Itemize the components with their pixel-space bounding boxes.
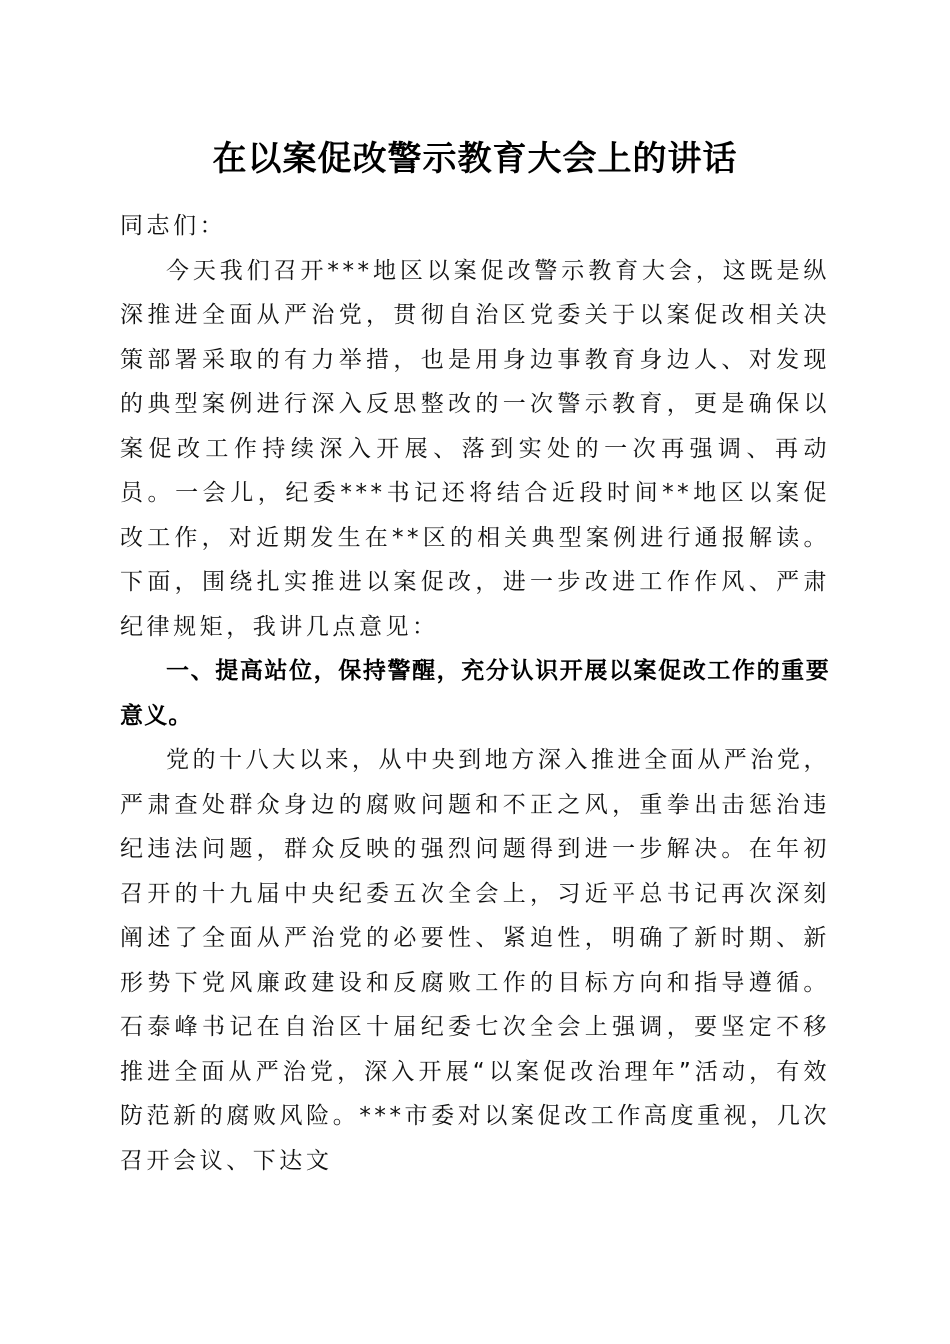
opening-paragraph: 今天我们召开***地区以案促改警示教育大会，这既是纵深推进全面从严治党，贯彻自治区党委关于以案促改相关决策部署采取的有力举措，也是用身边事教育身边人、对发现的典型案例进行深入反思整改的一次警示教育，更是确保以案促改工作持续深入开展、落到实处的一次再强调、再动员。一会儿，纪委***书记还将结合近段时间**地区以案促改工作，对近期发生在**区的相关典型案例进行通报解读。下面，围绕扎实推进以案促改，进一步改进工作作风、严肃纪律规矩，我讲几点意见： <box>120 257 830 640</box>
document-title: 在以案促改警示教育大会上的讲话 <box>212 139 738 179</box>
salutation: 同志们： <box>120 213 227 239</box>
section-paragraph: 党的十八大以来，从中央到地方深入推进全面从严治党，严肃查处群众身边的腐败问题和不正之风，重拳出击惩治违纪违法问题，群众反映的强烈问题得到进一步解决。在年初召开的十九届中央纪委五次全会上，习近平总书记再次深刻阐述了全面从严治党的必要性、紧迫性，明确了新时期、新形势下党风廉政建设和反腐败工作的目标方向和指导遵循。石泰峰书记在自治区十届纪委七次全会上强调，要坚定不移推进全面从严治党，深入开展“以案促改治理年”活动，有效防范新的腐败风险。***市委对以案促改工作高度重视，几次召开会议、下达文 <box>120 747 830 1174</box>
document-body <box>120 204 830 1183</box>
section-heading: 一、提高站位，保持警醒，充分认识开展以案促改工作的重要意义。 <box>120 658 830 729</box>
